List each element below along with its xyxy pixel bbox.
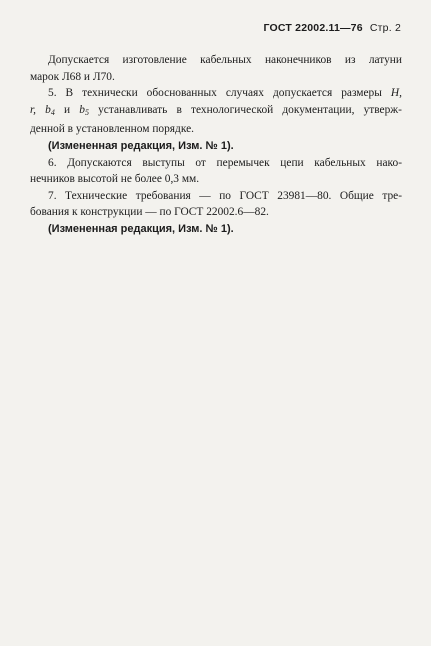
paragraph-7-line-2: бования к конструкции — по ГОСТ 22002.6—82. [30, 206, 269, 219]
symbol-b5: $b_5$ [79, 103, 89, 117]
paragraph-brass-line-1: Допускается изготовление кабельных наконечников из латуни [48, 54, 402, 66]
paragraph-5-line-3: денной в установленном порядке. [30, 123, 194, 136]
symbol-b4: $b_4$ [45, 103, 55, 117]
paragraph-5-text: 5. В технически обоснованных случаях допускается размеры [48, 87, 382, 100]
paragraph-6-line-2: нечников высотой не более 0,3 мм. [30, 173, 200, 186]
paragraph-7-line-1: 7. Технические требования — по ГОСТ 23981—80. Общие тре- [48, 189, 402, 202]
conjunction: и [64, 103, 71, 116]
symbol-r: r, [30, 103, 37, 116]
page-number: Стр. 2 [369, 22, 401, 34]
paragraph-5-line-2 [30, 102, 402, 122]
paragraph-5-line-1 [30, 85, 402, 102]
document-body [30, 52, 402, 238]
paragraph-brass-line-2: марок Л68 и Л70. [30, 70, 115, 83]
paragraph-6-line-1: 6. Допускаются выступы от перемычек цепи кабельных нако- [48, 156, 402, 169]
amendment-note-2: (Измененная редакция, Изм. № 1). [48, 222, 234, 235]
standard-number: ГОСТ 22002.11—76 [263, 22, 363, 34]
page-header [264, 22, 401, 34]
symbol-h: H, [390, 87, 402, 100]
paragraph-5-line-2-text: устанавливать в технологической документации, утверж- [98, 103, 402, 116]
amendment-note-1: (Измененная редакция, Изм. № 1). [48, 139, 234, 152]
